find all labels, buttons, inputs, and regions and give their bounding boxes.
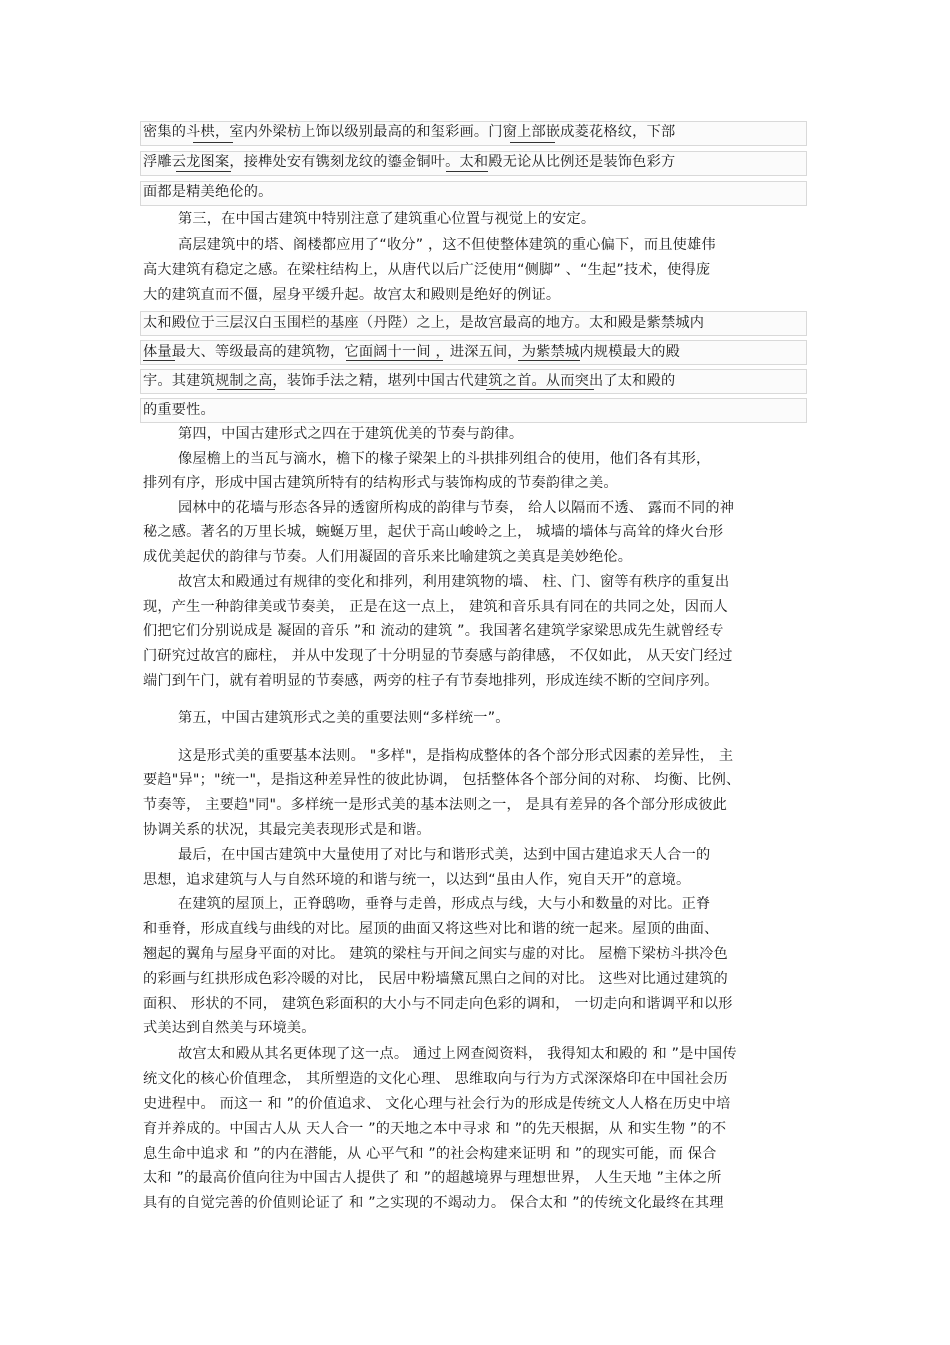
text-line: 具有的自觉完善的价值则论证了 和 ”之实现的不竭动力。 保合太和 ”的传统文化最终在其理 (143, 1195, 724, 1211)
text-line: 故宫太和殿从其名更体现了这一点。 通过上网查阅资料， 我得知太和殿的 和 ”是中国传 (178, 1046, 737, 1062)
text-line: 太和殿位于三层汉白玉围栏的基座（丹陛）之上，是故宫最高的地方。太和殿是紫禁城内 (143, 315, 705, 331)
text-line: 节奏等， 主要趋"同"。多样统一是形式美的基本法则之一， 是具有差异的各个部分形成彼此 (143, 797, 727, 813)
text-line: 这是形式美的重要基本法则。 "多样"，是指构成整体的各个部分形式因素的差异性， 主 (178, 748, 734, 764)
underline-mark (510, 142, 555, 143)
text-line: 统文化的核心价值理念， 其所塑造的文化心理、 思维取向与行为方式深深烙印在中国社会历 (143, 1071, 728, 1087)
text-line: 像屋檐上的当瓦与滴水，檐下的椽子梁架上的斗拱排列组合的使用，他们各有其形， (178, 451, 711, 467)
text-line: 端门到午门，就有着明显的节奏感，两旁的柱子有节奏地排列，形成连续不断的空间序列。 (143, 673, 719, 689)
text-line: 在建筑的屋顶上，正脊鸱吻，垂脊与走兽，形成点与线，大与小和数量的对比。正脊 (178, 896, 711, 912)
text-line: 和垂脊，形成直线与曲线的对比。屋顶的曲面又将这些对比和谐的统一起来。屋顶的曲面、 (143, 921, 719, 937)
text-line: 面都是精美绝伦的。 (143, 184, 273, 200)
text-line: 式美达到自然美与环境美。 (143, 1020, 316, 1036)
text-line: 密集的斗栱，室内外梁枋上饰以级别最高的和玺彩画。门窗上部嵌成菱花格纹，下部 (143, 124, 676, 140)
text-line: 第五，中国古建筑形式之美的重要法则“多样统一”。 (178, 710, 510, 726)
text-line: 协调关系的状况，其最完美表现形式是和谐。 (143, 822, 431, 838)
text-line: 故宫太和殿通过有规律的变化和排列，利用建筑物的墙、 柱、门、窗等有秩序的重复出 (178, 574, 730, 590)
text-line: 高层建筑中的塔、阁楼都应用了“收分” ，这不但使整体建筑的重心偏下，而且使雄伟 (178, 237, 716, 253)
text-line: 太和 ”的最高价值向往为中国古人提供了 和 ”的超越境界与理想世界， 人生天地 ”主体之所 (143, 1170, 722, 1186)
text-line: 现，产生一种韵律美或节奏美， 正是在这一点上， 建筑和音乐具有同在的共同之处，因而人 (143, 599, 728, 615)
text-line: 最后，在中国古建筑中大量使用了对比与和谐形式美，达到中国古建追求天人合一的 (178, 847, 711, 863)
text-line: 史进程中。 而这一 和 ”的价值追求、 文化心理与社会行为的形成是传统文人人格在历史中培 (143, 1096, 731, 1112)
underline-mark (193, 142, 233, 143)
text-line: 要趋"异"；"统一"，是指这种差异性的彼此协调， 包括整体各个部分间的对称、 均衡、比例、 (143, 772, 741, 788)
text-line: 息生命中追求 和 ”的内在潜能，从 心平气和 ”的社会构建来证明 和 ”的现实可能，而 保合 (143, 1146, 717, 1162)
text-line: 门研究过故宫的廊柱， 并从中发现了十分明显的节奏感与韵律感， 不仅如此， 从天安门经过 (143, 648, 733, 664)
text-line: 排列有序，形成中国古建筑所特有的结构形式与装饰构成的节奏韵律之美。 (143, 475, 618, 491)
text-line: 园林中的花墙与形态各异的透窗所构成的韵律与节奏， 给人以隔而不透、 露而不同的神 (178, 500, 735, 516)
text-line: 翘起的翼角与屋身平面的对比。 建筑的梁柱与开间之间实与虚的对比。 屋檐下梁枋斗拱冷色 (143, 946, 728, 962)
text-line: 第四，中国古建形式之四在于建筑优美的节奏与韵律。 (178, 426, 524, 442)
text-line: 大的建筑直而不僵，屋身平缓升起。故宫太和殿则是绝好的例证。 (143, 287, 561, 303)
text-line: 面积、 形状的不同， 建筑色彩面积的大小与不同走向色彩的调和， 一切走向和谐调平和以形 (143, 996, 733, 1012)
text-line: 们把它们分别说成是 凝固的音乐 ”和 流动的建筑 ”。我国著名建筑学家梁思成先生就曾经专 (143, 623, 724, 639)
text-line: 成优美起伏的韵律与节奏。人们用凝固的音乐来比喻建筑之美真是美妙绝伦。 (143, 549, 633, 565)
text-line: 的彩画与红拱形成色彩冷暖的对比， 民居中粉墙黛瓦黑白之间的对比。 这些对比通过建筑的 (143, 971, 728, 987)
text-line: 浮雕云龙图案，接榫处安有镌刻龙纹的鎏金铜叶。太和殿无论从比例还是装饰色彩方 (143, 154, 676, 170)
text-line: 第三，在中国古建筑中特别注意了建筑重心位置与视觉上的安定。 (178, 211, 596, 227)
text-line: 思想，追求建筑与人与自然环境的和谐与统一，以达到“虽由人作，宛自天开”的意境。 (143, 872, 691, 888)
text-box-7 (140, 398, 807, 423)
text-line: 秘之感。著名的万里长城，蜿蜒万里，起伏于高山峻岭之上， 城墙的墙体与高耸的烽火台形 (143, 524, 724, 540)
text-line: 体量最大、等级最高的建筑物，它面阔十一间 ，进深五间，为紫禁城内规模最大的殿 (143, 344, 681, 360)
text-line: 育并养成的。中国古人从 天人合一 ”的天地之本中寻求 和 ”的先天根据，从 和实生物 ”的不 (143, 1121, 727, 1137)
text-line: 的重要性。 (143, 402, 215, 418)
text-line: 高大建筑有稳定之感。在梁柱结构上，从唐代以后广泛使用“侧脚” 、“生起”技术，使得庞 (143, 262, 711, 278)
text-line: 宇。其建筑规制之高，装饰手法之精，堪列中国古代建筑之首。从而突出了太和殿的 (143, 373, 676, 389)
